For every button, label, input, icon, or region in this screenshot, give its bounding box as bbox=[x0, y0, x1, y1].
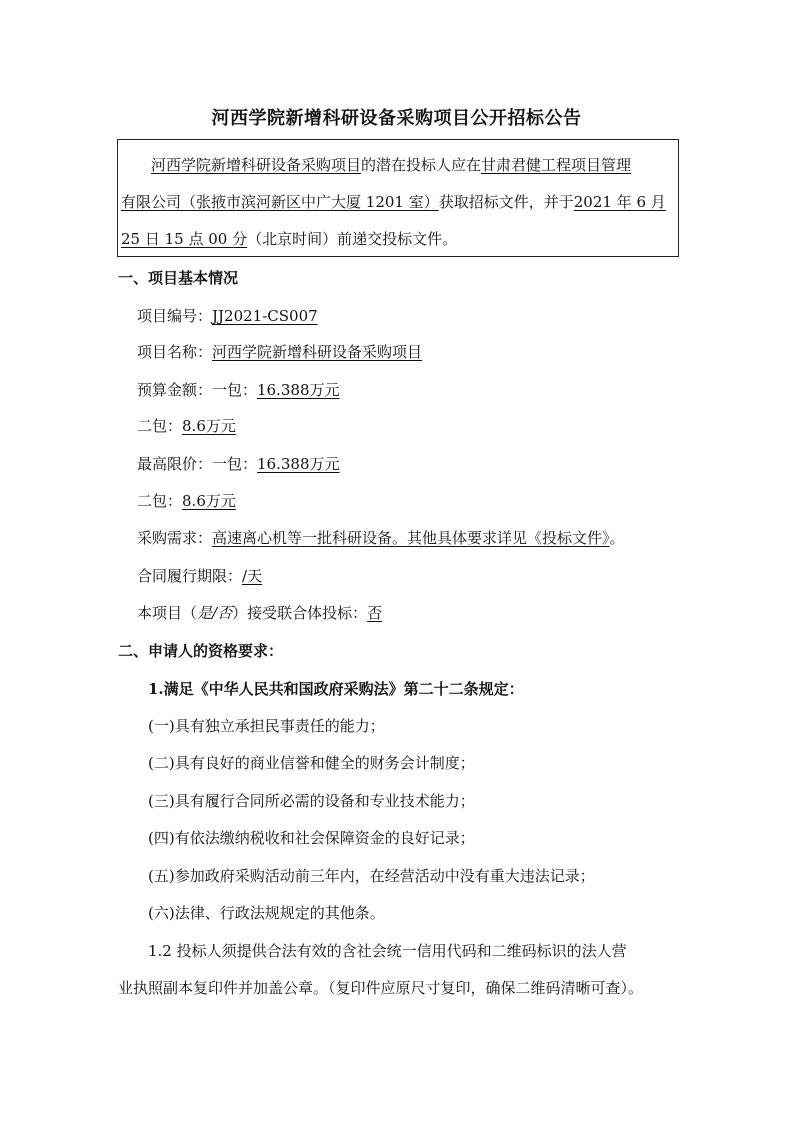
agency-name: 甘肃君健工程项目管理 bbox=[481, 156, 632, 174]
section-heading-1: 一、项目基本情况 bbox=[118, 269, 239, 287]
joint-options: 是/否 bbox=[197, 604, 233, 622]
notice-line-2 bbox=[121, 192, 666, 212]
max-pkg2: 8.6 bbox=[182, 492, 206, 510]
label: 预算金额：一包： bbox=[137, 381, 258, 399]
max-price-row bbox=[137, 454, 340, 474]
budget-pkg2: 8.6 bbox=[182, 417, 206, 435]
deadline-date: 2021 年 6 月 bbox=[573, 193, 666, 211]
unit: 万元 bbox=[205, 417, 236, 435]
label: 采购需求： bbox=[137, 529, 213, 547]
req-item: (一)具有独立承担民事责任的能力； bbox=[148, 717, 385, 735]
max-pkg1: 16.388 bbox=[257, 455, 310, 473]
budget-pkg2-row bbox=[137, 416, 236, 436]
page-title: 河西学院新增科研设备采购项目公开招标公告 bbox=[211, 108, 582, 129]
project-name: 河西学院新增科研设备采购项目 bbox=[212, 343, 423, 361]
project-name-link: 河西学院新增科研设备采购项目 bbox=[151, 156, 362, 174]
max-price-pkg2-row bbox=[137, 491, 236, 511]
agency-address: 有限公司（张掖市滨河新区中广大厦 1201 室） bbox=[121, 193, 439, 211]
unit: 万元 bbox=[205, 492, 236, 510]
label: 最高限价：一包： bbox=[137, 455, 258, 473]
label: 二包： bbox=[137, 417, 183, 435]
punct: 。 bbox=[609, 529, 625, 547]
period-row bbox=[137, 566, 262, 586]
req-2-line-2: 业执照副本复印件并加盖公章。（复印件应原尺寸复印，确保二维码清晰可查）。 bbox=[118, 979, 644, 997]
req-item: (四)有依法缴纳税收和社会保障资金的良好记录； bbox=[148, 829, 475, 847]
label: 合同履行期限： bbox=[137, 567, 243, 585]
label: 项目编号： bbox=[137, 307, 213, 325]
label: 项目名称： bbox=[137, 343, 213, 361]
label: ）接受联合体投标： bbox=[232, 604, 368, 622]
demand: 高速离心机等一批科研设备。其他具体要求详见《投标文件》 bbox=[212, 529, 610, 547]
notice-text: （北京时间）前递交投标文件。 bbox=[247, 230, 458, 248]
notice-line-3 bbox=[121, 229, 457, 249]
project-no-row bbox=[137, 306, 318, 326]
req-item: (六)法律、行政法规规定的其他条。 bbox=[148, 904, 385, 922]
section-heading-2: 二、申请人的资格要求： bbox=[118, 642, 284, 660]
req-2-line-1: 1.2 投标人须提供合法有效的含社会统一信用代码和二维码标识的法人营 bbox=[148, 942, 627, 960]
deadline-time: 25 日 15 点 00 分 bbox=[121, 230, 248, 248]
joint-value: 否 bbox=[367, 604, 383, 622]
unit: 万元 bbox=[309, 455, 340, 473]
project-no: JJ2021-CS007 bbox=[212, 307, 318, 325]
unit: 万元 bbox=[309, 381, 340, 399]
joint-bid-row bbox=[137, 603, 382, 623]
project-name-row bbox=[137, 342, 422, 362]
budget-row bbox=[137, 380, 340, 400]
label: 本项目（ bbox=[137, 604, 198, 622]
notice-box bbox=[117, 139, 679, 257]
req-item: (五)参加政府采购活动前三年内，在经营活动中没有重大违法记录； bbox=[148, 867, 595, 885]
label: 二包： bbox=[137, 492, 183, 510]
period: /天 bbox=[242, 567, 263, 585]
notice-text: 获取招标文件，并于 bbox=[438, 193, 574, 211]
notice-text: 的潜在投标人应在 bbox=[361, 156, 482, 174]
budget-pkg1: 16.388 bbox=[257, 381, 310, 399]
req-item: (二)具有良好的商业信誉和健全的财务会计制度； bbox=[148, 754, 475, 772]
notice-line-1 bbox=[151, 155, 631, 175]
demand-row bbox=[137, 528, 625, 548]
req-item: (三)具有履行合同所必需的设备和专业技术能力； bbox=[148, 792, 475, 810]
req-heading: 1.满足《中华人民共和国政府采购法》第二十二条规定： bbox=[148, 680, 524, 698]
